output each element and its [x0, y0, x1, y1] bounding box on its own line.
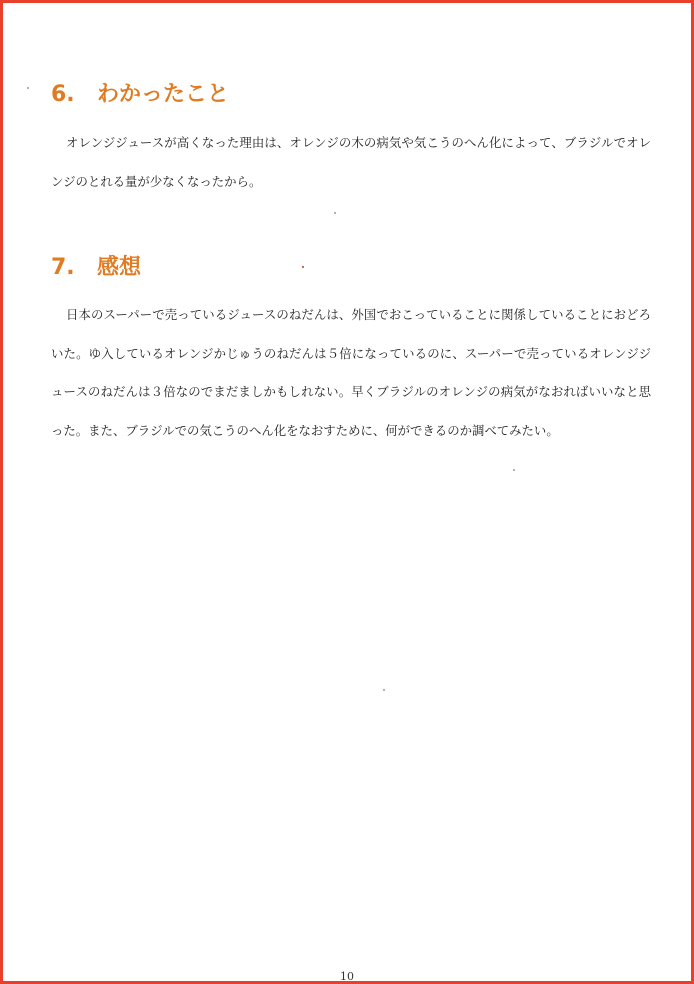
section-number: 6. [51, 82, 75, 107]
section-title: 感想 [97, 255, 142, 280]
section-heading-findings [51, 81, 229, 109]
page-number: 10 [340, 970, 354, 983]
scan-speck [383, 689, 385, 691]
findings-paragraph: オレンジジュースが高くなった理由は、オレンジの木の病気や気こうのへん化によって、ブラジルでオレンジのとれる量が少なくなったから。 [51, 135, 651, 189]
scan-speck [513, 469, 515, 471]
impressions-paragraph: 日本のスーパーで売っているジュースのねだんは、外国でおこっていることに関係していることにおどろいた。ゆ入しているオレンジかじゅうのねだんは５倍になっているのに、スーパーで売っているオレンジジュースのねだんは３倍なのでまだましかもしれない。早くブラジルのオレンジの病気がなおればいいなと思った。また、ブラジルでの気こうのへん化をなおすために、何ができるのか調べてみたい。 [51, 307, 651, 438]
section-title: わかったこと [97, 82, 230, 107]
scan-speck [302, 266, 304, 268]
section-number: 7. [51, 255, 75, 280]
scan-speck [27, 87, 29, 89]
scan-speck [334, 212, 336, 214]
section-heading-impressions [51, 254, 141, 282]
